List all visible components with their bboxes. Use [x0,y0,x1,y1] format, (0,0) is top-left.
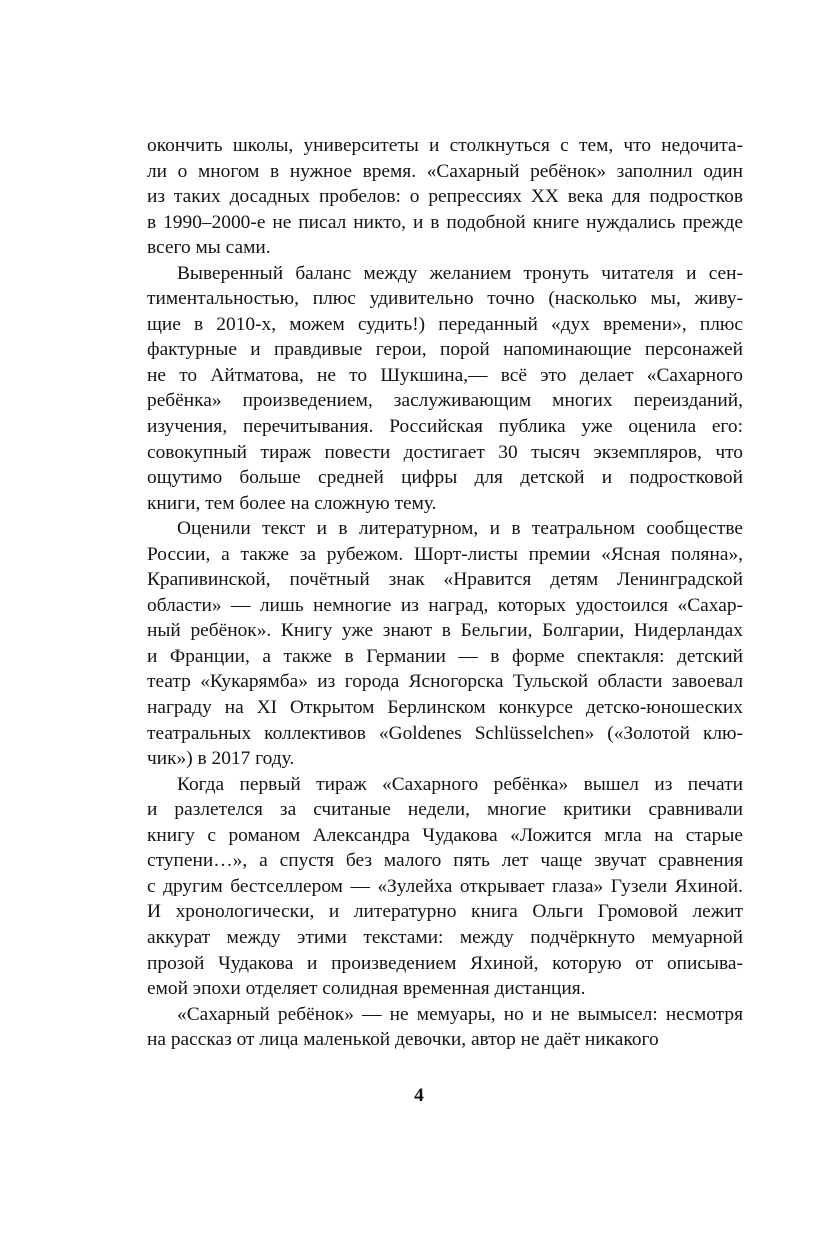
text-line: в 1990–2000-е не писал никто, и в подобной книге нуждались прежде [147,211,743,233]
text-line: «Сахарный ребёнок» — не мемуары, но и не вымысел: несмотря [177,1003,743,1025]
text-line: Когда первый тираж «Сахарного ребёнка» вышел из печати [177,773,743,795]
text-line: Выверенный баланс между желанием тронуть читателя и сен- [177,262,743,284]
paragraph [147,1002,743,1053]
text-line: области» — лишь немногие из наград, которых удостоился «Сахар- [147,594,743,616]
text-line: аккурат между этими текстами: между подчёркнуто мемуарной [147,926,743,948]
paragraph [147,772,743,1002]
text-line: театральных коллективов «Goldenes Schlüsselchen» («Золотой клю- [147,722,743,744]
text-line: емой эпохи отделяет солидная временная дистанция. [147,978,586,1000]
text-line: и Франции, а также в Германии — в форме спектакля: детский [147,645,743,667]
text-line: Крапивинской, почётный знак «Нравится детям Ленинградской [147,569,743,591]
text-line: на рассказ от лица маленькой девочки, автор не даёт никакого [147,1029,659,1051]
text-line: совокупный тираж повести достигает 30 тысяч экземпляров, что [147,441,743,463]
text-line: России, а также за рубежом. Шорт-листы премии «Ясная поляна», [147,543,743,565]
text-line: прозой Чудакова и произведением Яхиной, которую от описыва- [147,952,743,974]
text-line: книги, тем более на сложную тему. [147,492,437,514]
paragraph [147,133,743,261]
paragraph [147,261,743,516]
page-body-text [147,133,743,1053]
text-line: и разлетелся за считаные недели, многие критики сравнивали [147,799,743,821]
text-line: щие в 2010-х, можем судить!) переданный «дух времени», плюс [147,313,743,335]
text-line: всего мы сами. [147,237,271,259]
text-line: ступени…», а спустя без малого пять лет чаще звучат сравнения [147,850,743,872]
text-line: книгу с романом Александра Чудакова «Ложится мгла на старые [147,824,743,846]
text-line: театр «Кукарямба» из города Ясногорска Тульской области завоевал [147,671,743,693]
text-line: ли о многом в нужное время. «Сахарный ребёнок» заполнил один [147,160,743,182]
text-line: ребёнка» произведением, заслуживающим многих переизданий, [147,390,743,412]
paragraph [147,516,743,771]
text-line: тиментальностью, плюс удивительно точно (насколько мы, живу- [147,288,743,310]
text-line: фактурные и правдивые герои, порой напоминающие персонажей [147,339,743,361]
text-line: не то Айтматова, не то Шукшина,— всё это делает «Сахарного [147,364,743,386]
text-line: с другим бестселлером — «Зулейха открывает глаза» Гузели Яхиной. [147,875,743,897]
text-line: награду на XI Открытом Берлинском конкурсе детско-юношеских [147,697,743,719]
text-line: И хронологически, и литературно книга Ольги Громовой лежит [147,901,743,923]
page-number: 4 [414,1085,424,1106]
text-line: изучения, перечитывания. Российская публика уже оценила его: [147,416,743,438]
text-line: чик») в 2017 году. [147,748,295,770]
text-line: из таких досадных пробелов: о репрессиях XX века для подростков [147,186,743,208]
text-line: окончить школы, университеты и столкнуться с тем, что недочита- [147,135,743,156]
text-line: Оценили текст и в литературном, и в театральном сообществе [177,518,743,540]
text-line: ощутимо больше средней цифры для детской и подростковой [147,467,743,489]
text-line: ный ребёнок». Книгу уже знают в Бельгии, Болгарии, Нидерландах [147,620,743,642]
